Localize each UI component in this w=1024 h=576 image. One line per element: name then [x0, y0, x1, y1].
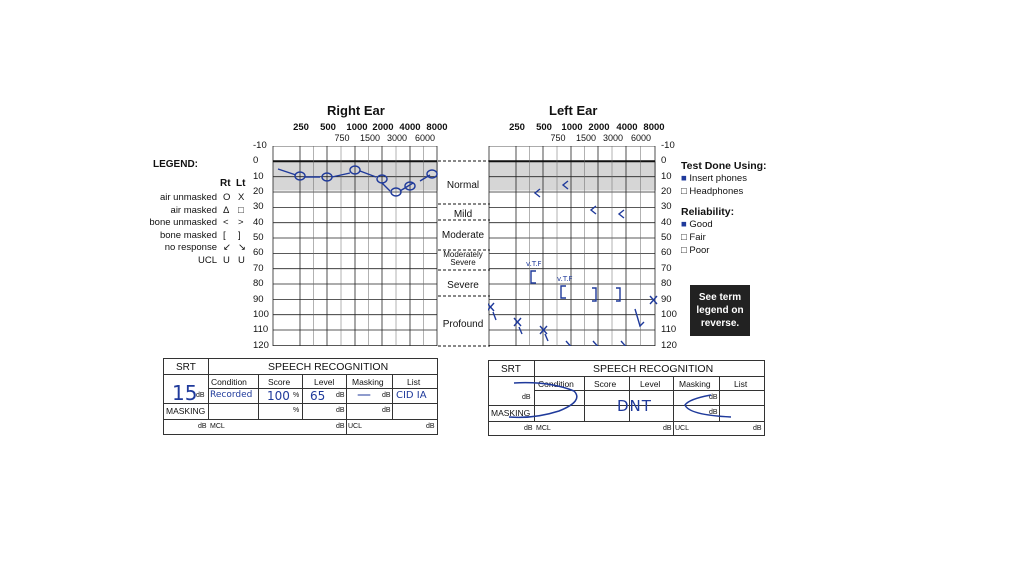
legend-row-label: air unmasked: [159, 192, 217, 203]
threshold-label: 10: [253, 170, 264, 182]
right-freq-3000: 3000: [386, 133, 408, 143]
left-col-list: List: [734, 379, 748, 389]
right-speech-header: SPEECH RECOGNITION: [268, 361, 389, 373]
right-score-pct-2: %: [293, 407, 300, 414]
left-ear-title: Left Ear: [549, 103, 598, 118]
insert-phones-option: [681, 173, 747, 184]
right-ear-title: Right Ear: [327, 103, 385, 118]
legend-rt-symbol: O: [223, 192, 231, 203]
term-legend-note: See term legend on reverse.: [690, 285, 750, 336]
left-freq-4000: 4000: [616, 122, 638, 133]
headphones-option: [681, 186, 743, 197]
left-ucl-db: dB: [663, 425, 672, 432]
right-freq-1000: 1000: [346, 122, 368, 133]
legend-rt-symbol: [: [223, 229, 226, 241]
legend-col-lt: Lt: [236, 178, 246, 189]
right-level-db-2: dB: [336, 407, 345, 414]
right-masking-value: —: [357, 387, 371, 403]
threshold-label: 70: [661, 262, 672, 274]
right-score-pct: %: [293, 392, 300, 399]
right-freq-6000: 6000: [414, 133, 436, 143]
vtf-annotation-1: v.T.F: [526, 260, 542, 268]
legend-title: LEGEND:: [153, 159, 198, 170]
right-masking-db-2: dB: [382, 407, 391, 414]
left-freq-2000: 2000: [588, 122, 610, 133]
threshold-label: 60: [253, 247, 264, 259]
left-col-score: Score: [594, 379, 617, 389]
threshold-label: 120: [253, 339, 269, 351]
right-speech-table: [163, 358, 438, 435]
legend-lt-symbol: U: [238, 255, 245, 266]
left-ucl-label: UCL: [675, 425, 690, 432]
threshold-label: 20: [253, 186, 264, 198]
right-ucl-db-2: dB: [426, 423, 435, 430]
left-ear-bone-marks: [531, 181, 624, 301]
left-freq-3000: 3000: [602, 133, 624, 143]
left-col-condition: Condition: [538, 379, 574, 389]
left-srt-header: SRT: [501, 364, 521, 375]
right-freq-4000: 4000: [399, 122, 421, 133]
right-freq-8000: 8000: [426, 122, 448, 133]
legend-rt-symbol: U: [223, 255, 230, 266]
fair-label: Fair: [689, 232, 706, 243]
severity-moderately-severe: Moderately Severe: [443, 250, 483, 267]
threshold-label: 50: [253, 232, 264, 244]
right-freq-750: 750: [334, 133, 350, 143]
severity-mild: Mild: [453, 209, 473, 220]
right-col-condition: Condition: [211, 377, 247, 387]
left-freq-1500: 1500: [575, 133, 597, 143]
threshold-label: 50: [661, 232, 672, 244]
right-freq-1500: 1500: [359, 133, 381, 143]
threshold-label: 80: [661, 278, 672, 290]
left-masking-db: dB: [709, 394, 718, 401]
legend-rt-symbol: Δ: [223, 204, 230, 216]
severity-moderate: Moderate: [441, 230, 485, 241]
legend-lt-symbol: >: [238, 217, 244, 229]
legend-row-label: bone unmasked: [149, 217, 217, 229]
threshold-label: 100: [253, 308, 269, 320]
right-level-value: 65: [310, 389, 326, 403]
left-freq-750: 750: [550, 133, 566, 143]
left-col-masking: Masking: [679, 379, 711, 389]
threshold-label: -10: [253, 140, 267, 151]
legend-row-label: UCL: [197, 255, 217, 266]
left-freq-8000: 8000: [643, 122, 665, 133]
threshold-label: 90: [253, 293, 264, 305]
left-mcl-db: dB: [524, 425, 533, 432]
left-col-level: Level: [640, 379, 661, 389]
right-freq-250: 250: [293, 122, 309, 133]
left-masking-db-2: dB: [709, 409, 718, 416]
severity-normal: Normal: [446, 180, 480, 191]
threshold-label: 110: [661, 324, 677, 336]
right-mcl-label: MCL: [210, 423, 225, 430]
threshold-label: 0: [661, 155, 667, 167]
good-label: Good: [689, 219, 713, 230]
left-dnt-value: DNT: [617, 397, 652, 415]
legend-row-label: no response: [164, 242, 217, 254]
threshold-label: 10: [661, 170, 672, 182]
right-masking-db: dB: [382, 392, 391, 399]
threshold-label: 0: [253, 155, 259, 167]
left-freq-500: 500: [536, 122, 552, 133]
right-ucl-db: dB: [336, 423, 345, 430]
left-freq-1000: 1000: [561, 122, 583, 133]
threshold-label: 30: [661, 201, 672, 213]
fair-checkbox-icon: □: [681, 232, 687, 243]
threshold-label: 90: [661, 293, 672, 305]
right-audiogram-grid: [270, 146, 440, 346]
legend-row-label: air masked: [170, 204, 217, 216]
insert-phones-checkbox-icon: ■: [681, 173, 687, 184]
right-srt-value: 15: [172, 381, 198, 405]
left-ucl-db-2: dB: [753, 425, 762, 432]
right-col-list: List: [407, 377, 421, 387]
right-col-level: Level: [314, 377, 335, 387]
right-col-score: Score: [268, 377, 291, 387]
threshold-label: 40: [253, 216, 264, 228]
right-freq-500: 500: [320, 122, 336, 133]
threshold-label: 70: [253, 262, 264, 274]
threshold-label: 100: [661, 308, 677, 320]
legend-lt-symbol: ]: [238, 229, 241, 241]
vtf-annotation-2: v.T.F: [557, 275, 573, 283]
right-mcl-db: dB: [198, 423, 207, 430]
right-condition-value: Recorded: [210, 390, 253, 400]
threshold-label: 80: [253, 278, 264, 290]
test-done-title: Test Done Using:: [681, 160, 767, 172]
right-level-db: dB: [336, 392, 345, 399]
headphones-label: Headphones: [689, 186, 744, 197]
poor-label: Poor: [689, 245, 710, 256]
left-audiogram-grid: [488, 146, 658, 346]
right-freq-2000: 2000: [372, 122, 394, 133]
legend-lt-symbol: ↘: [238, 242, 246, 254]
threshold-label: 40: [661, 216, 672, 228]
right-score-value: 100: [267, 389, 290, 403]
headphones-checkbox-icon: □: [681, 186, 687, 197]
poor-checkbox-icon: □: [681, 245, 687, 256]
severity-severe: Severe: [447, 280, 479, 291]
left-mcl-label: MCL: [536, 425, 551, 432]
insert-phones-label: Insert phones: [689, 173, 747, 184]
left-ear-air-no-response: [488, 296, 657, 346]
left-speech-header: SPEECH RECOGNITION: [593, 363, 714, 375]
threshold-label: 20: [661, 186, 672, 198]
legend-lt-symbol: □: [238, 204, 244, 216]
good-checkbox-icon: ■: [681, 219, 687, 230]
threshold-label: 30: [253, 201, 264, 213]
left-masking-label: MASKING: [491, 408, 531, 418]
reliability-good-option: [681, 219, 713, 230]
left-srt-db: dB: [522, 394, 531, 401]
severity-profound: Profound: [442, 319, 484, 330]
right-ucl-label: UCL: [348, 423, 363, 430]
threshold-label: 120: [661, 339, 677, 351]
left-freq-6000: 6000: [630, 133, 652, 143]
legend-lt-symbol: X: [238, 192, 245, 203]
legend-rt-symbol: <: [223, 217, 229, 229]
right-masking-label: MASKING: [166, 406, 206, 416]
reliability-poor-option: [681, 245, 709, 256]
reliability-fair-option: [681, 232, 706, 243]
right-srt-header: SRT: [176, 362, 196, 373]
threshold-label: -10: [661, 140, 675, 151]
right-srt-db: dB: [196, 392, 205, 399]
right-col-masking: Masking: [352, 377, 384, 387]
right-list-value: CID IA: [396, 390, 427, 401]
threshold-label: 60: [661, 247, 672, 259]
legend-rt-symbol: ↙: [223, 242, 231, 254]
threshold-label: 110: [253, 324, 269, 336]
reliability-title: Reliability:: [681, 206, 735, 218]
legend-row-label: bone masked: [159, 229, 217, 241]
legend-col-rt: Rt: [220, 178, 231, 189]
left-freq-250: 250: [509, 122, 525, 133]
left-speech-table: [488, 360, 765, 436]
